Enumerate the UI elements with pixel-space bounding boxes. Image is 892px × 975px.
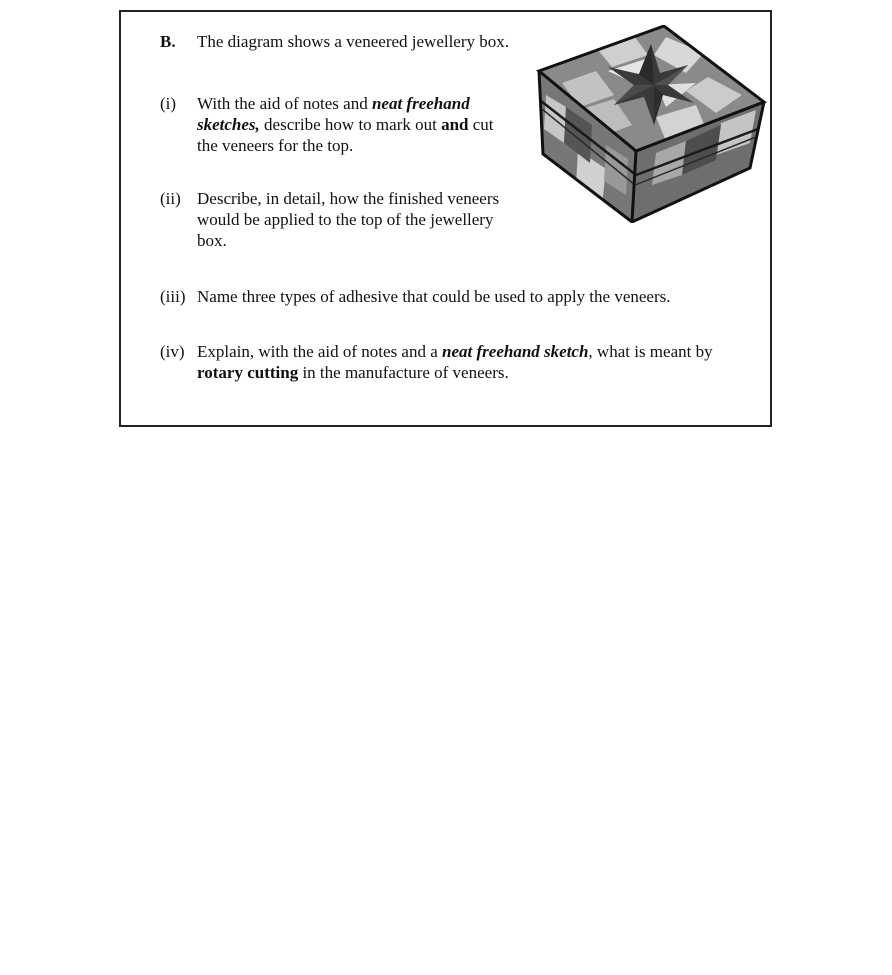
q1-line-2: sketches, describe how to mark out and cut	[197, 115, 494, 134]
q3-text: Name three types of adhesive that could be used to apply the veneers.	[197, 287, 671, 306]
q2-line-1: Describe, in detail, how the finished veneers	[197, 189, 500, 208]
q4-line-1: Explain, with the aid of notes and a neat freehand sketch, what is meant by	[197, 342, 713, 361]
q1-line-3: the veneers for the top.	[197, 136, 354, 155]
q4-line-2: rotary cutting in the manufacture of veneers.	[197, 363, 509, 382]
q2-line-2: would be applied to the top of the jewellery	[197, 210, 494, 229]
q3-number: (iii)	[160, 287, 186, 306]
q2-line-3: box.	[197, 231, 227, 250]
q2-number: (ii)	[160, 189, 181, 208]
section-label: B.	[160, 32, 176, 51]
section-intro: The diagram shows a veneered jewellery box.	[197, 32, 510, 51]
q1-number: (i)	[160, 94, 177, 113]
q1-line-1: With the aid of notes and neat freehand	[197, 94, 470, 113]
jewellery-box-illustration	[536, 25, 768, 223]
q4-number: (iv)	[160, 342, 185, 361]
